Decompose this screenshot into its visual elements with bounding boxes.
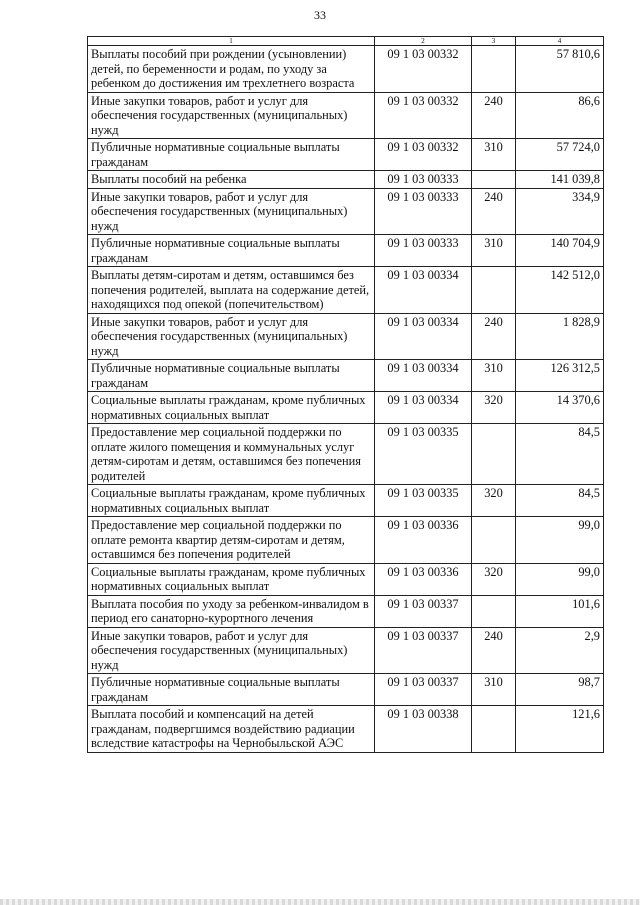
row-name-cell: Социальные выплаты гражданам, кроме публичных нормативных социальных выплат	[88, 563, 375, 595]
row-expense-type-cell: 240	[472, 313, 516, 360]
table-row	[88, 485, 604, 517]
row-name-cell: Иные закупки товаров, работ и услуг для обеспечения государственных (муниципальных) нужд	[88, 92, 375, 139]
table-row	[88, 563, 604, 595]
row-code-cell: 09 1 03 00336	[375, 563, 472, 595]
row-name-cell: Выплаты детям-сиротам и детям, оставшимся без попечения родителей, выплата на содержание детей, находящихся под опекой (попечительством)	[88, 267, 375, 314]
table-row	[88, 392, 604, 424]
row-code-cell: 09 1 03 00334	[375, 392, 472, 424]
row-expense-type-cell	[472, 424, 516, 485]
row-amount-cell: 84,5	[516, 424, 604, 485]
row-amount-cell: 141 039,8	[516, 171, 604, 189]
table-row	[88, 360, 604, 392]
row-expense-type-cell	[472, 706, 516, 753]
table-row	[88, 46, 604, 93]
row-amount-cell: 101,6	[516, 595, 604, 627]
row-amount-cell: 57 810,6	[516, 46, 604, 93]
row-expense-type-cell: 310	[472, 674, 516, 706]
row-code-cell: 09 1 03 00337	[375, 674, 472, 706]
row-code-cell: 09 1 03 00333	[375, 188, 472, 235]
row-amount-cell: 334,9	[516, 188, 604, 235]
row-name-cell: Выплата пособия по уходу за ребенком-инвалидом в период его санаторно-курортного лечения	[88, 595, 375, 627]
row-amount-cell: 140 704,9	[516, 235, 604, 267]
header-col-2: 2	[375, 37, 472, 46]
row-expense-type-cell: 320	[472, 563, 516, 595]
table-row	[88, 706, 604, 753]
row-code-cell: 09 1 03 00335	[375, 424, 472, 485]
row-expense-type-cell: 240	[472, 188, 516, 235]
header-row	[88, 37, 604, 46]
row-expense-type-cell: 310	[472, 235, 516, 267]
row-expense-type-cell: 240	[472, 92, 516, 139]
table-row	[88, 595, 604, 627]
row-name-cell: Публичные нормативные социальные выплаты гражданам	[88, 139, 375, 171]
row-name-cell: Публичные нормативные социальные выплаты гражданам	[88, 360, 375, 392]
row-name-cell: Иные закупки товаров, работ и услуг для обеспечения государственных (муниципальных) нужд	[88, 627, 375, 674]
row-code-cell: 09 1 03 00334	[375, 313, 472, 360]
row-amount-cell: 2,9	[516, 627, 604, 674]
row-code-cell: 09 1 03 00333	[375, 171, 472, 189]
row-code-cell: 09 1 03 00337	[375, 627, 472, 674]
table-header	[88, 37, 604, 46]
table-row	[88, 235, 604, 267]
row-amount-cell: 121,6	[516, 706, 604, 753]
row-code-cell: 09 1 03 00332	[375, 46, 472, 93]
row-expense-type-cell	[472, 517, 516, 564]
row-expense-type-cell: 240	[472, 627, 516, 674]
row-amount-cell: 84,5	[516, 485, 604, 517]
row-expense-type-cell	[472, 267, 516, 314]
table-body	[88, 46, 604, 753]
row-amount-cell: 1 828,9	[516, 313, 604, 360]
row-name-cell: Социальные выплаты гражданам, кроме публичных нормативных социальных выплат	[88, 485, 375, 517]
row-code-cell: 09 1 03 00335	[375, 485, 472, 517]
row-amount-cell: 99,0	[516, 517, 604, 564]
budget-table	[87, 36, 604, 753]
table-row	[88, 627, 604, 674]
row-name-cell: Иные закупки товаров, работ и услуг для обеспечения государственных (муниципальных) нужд	[88, 188, 375, 235]
row-amount-cell: 57 724,0	[516, 139, 604, 171]
row-amount-cell: 99,0	[516, 563, 604, 595]
row-expense-type-cell: 310	[472, 139, 516, 171]
table-row	[88, 424, 604, 485]
page-number: 33	[314, 8, 326, 22]
table-row	[88, 92, 604, 139]
row-code-cell: 09 1 03 00337	[375, 595, 472, 627]
row-expense-type-cell	[472, 171, 516, 189]
row-name-cell: Выплаты пособий при рождении (усыновлении) детей, по беременности и родам, по уходу за ребенком до достижения им трехлетнего возраста	[88, 46, 375, 93]
row-expense-type-cell	[472, 46, 516, 93]
table-row	[88, 267, 604, 314]
row-name-cell: Выплаты пособий на ребенка	[88, 171, 375, 189]
table-row	[88, 171, 604, 189]
row-expense-type-cell	[472, 595, 516, 627]
row-amount-cell: 98,7	[516, 674, 604, 706]
row-code-cell: 09 1 03 00338	[375, 706, 472, 753]
table-row	[88, 139, 604, 171]
row-name-cell: Публичные нормативные социальные выплаты гражданам	[88, 674, 375, 706]
table-row	[88, 674, 604, 706]
header-col-1: 1	[88, 37, 375, 46]
row-name-cell: Предоставление мер социальной поддержки по оплате ремонта квартир детям-сиротам и детям, оставшимся без попечения родителей	[88, 517, 375, 564]
row-code-cell: 09 1 03 00334	[375, 267, 472, 314]
table-row	[88, 313, 604, 360]
row-amount-cell: 86,6	[516, 92, 604, 139]
row-name-cell: Выплата пособий и компенсаций на детей гражданам, подвергшимся воздействию радиации вследствие катастрофы на Чернобыльской АЭС	[88, 706, 375, 753]
table-row	[88, 188, 604, 235]
row-amount-cell: 14 370,6	[516, 392, 604, 424]
scan-edge	[0, 899, 640, 905]
row-name-cell: Социальные выплаты гражданам, кроме публичных нормативных социальных выплат	[88, 392, 375, 424]
row-expense-type-cell: 310	[472, 360, 516, 392]
row-code-cell: 09 1 03 00334	[375, 360, 472, 392]
row-code-cell: 09 1 03 00332	[375, 139, 472, 171]
table-row	[88, 517, 604, 564]
row-code-cell: 09 1 03 00332	[375, 92, 472, 139]
row-amount-cell: 142 512,0	[516, 267, 604, 314]
header-col-3: 3	[472, 37, 516, 46]
row-expense-type-cell: 320	[472, 485, 516, 517]
row-name-cell: Публичные нормативные социальные выплаты гражданам	[88, 235, 375, 267]
row-expense-type-cell: 320	[472, 392, 516, 424]
row-amount-cell: 126 312,5	[516, 360, 604, 392]
row-code-cell: 09 1 03 00336	[375, 517, 472, 564]
row-code-cell: 09 1 03 00333	[375, 235, 472, 267]
row-name-cell: Иные закупки товаров, работ и услуг для обеспечения государственных (муниципальных) нужд	[88, 313, 375, 360]
row-name-cell: Предоставление мер социальной поддержки по оплате жилого помещения и коммунальных услуг детям-сиротам и детям, оставшимся без попечения родителей	[88, 424, 375, 485]
header-col-4: 4	[516, 37, 604, 46]
